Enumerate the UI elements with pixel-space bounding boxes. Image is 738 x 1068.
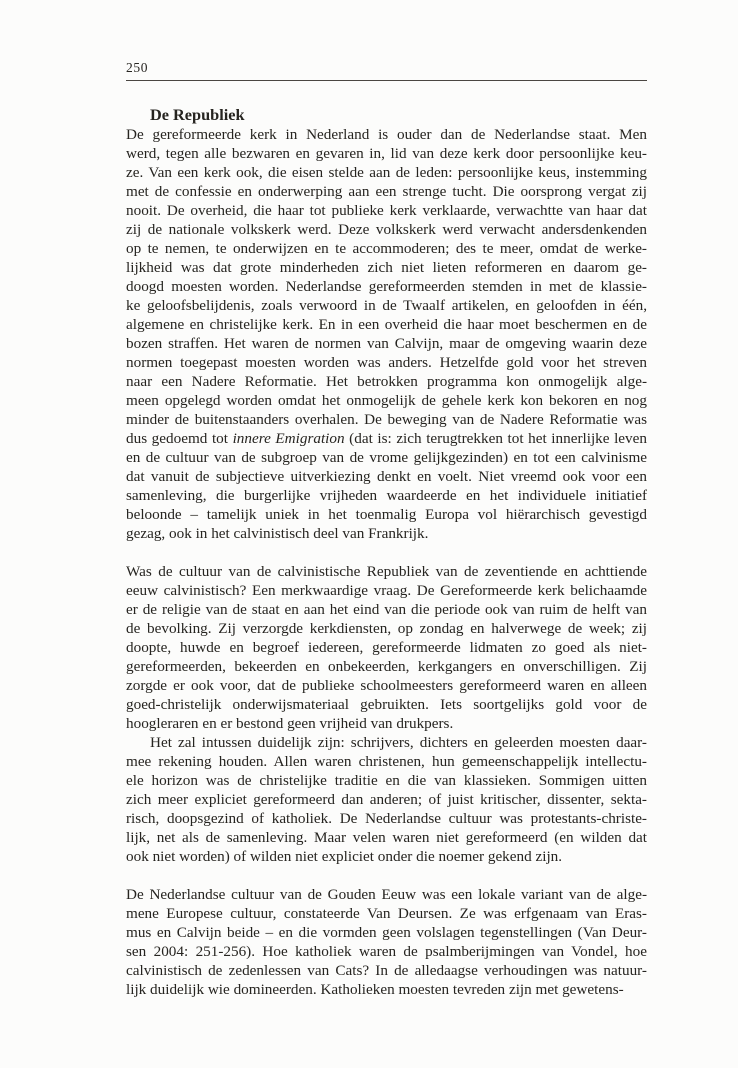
text-line: met de confessie en onderwerping aan een strenge tucht. Die oorsprong vergat zij bbox=[126, 183, 647, 200]
text-line: meen opgelegd worden omdat het onmogelijk de gehele kerk kon bekoren en nog bbox=[126, 392, 647, 409]
text-line: goed-christelijk onderwijsmateriaal gebruikten. Iets soortgelijks gold voor de bbox=[126, 696, 647, 713]
text-line: algemene en christelijke kerk. En in een overheid die haar moet beschermen en de bbox=[126, 316, 647, 333]
text-line: hoogleraren en er bestond geen vrijheid van drukpers. bbox=[126, 715, 454, 732]
text-line: minder de buitenstaanders overhalen. De beweging van de Nadere Reformatie was bbox=[126, 411, 647, 428]
text-line: zorgde er ook voor, dat de publieke schoolmeesters gereformeerd waren en alleen bbox=[126, 677, 647, 694]
text-line: lijk duidelijk wie domineerden. Katholieken moesten tevreden zijn met gewetens- bbox=[126, 981, 624, 998]
text-line: mee rekening houden. Allen waren christenen, hun gemeenschappelijk intellectu- bbox=[126, 753, 647, 770]
text-line: op te nemen, te onderwijzen en te accommoderen; des te meer, omdat de werke- bbox=[126, 240, 647, 257]
text-line: bozen straffen. Het waren de normen van Calvijn, maar de omgeving waarin deze bbox=[126, 335, 647, 352]
text-line: er de religie van de staat en aan het eind van die periode ook van ruim de helft van bbox=[126, 601, 647, 618]
paragraph bbox=[126, 733, 647, 866]
paragraph bbox=[126, 562, 647, 733]
text-column bbox=[126, 0, 647, 999]
text-line: zich meer expliciet gereformeerd dan anderen; of juist kritischer, dissenter, sekta- bbox=[126, 791, 647, 808]
text-line: samenleving, die burgerlijke vrijheden waardeerde en het individuele initiatief bbox=[126, 487, 647, 504]
text-line: sen 2004: 251-256). Hoe katholiek waren de psalmberijmingen van Vondel, hoe bbox=[126, 943, 647, 960]
text-line: ke geloofsbelijdenis, zoals verwoord in de Twaalf artikelen, en geloofden in één, bbox=[126, 297, 647, 314]
text-line: zij de nationale volkskerk werd. Deze volkskerk werd verwacht andersdenkenden bbox=[126, 221, 647, 238]
text-line: gezag, ook in het calvinistisch deel van Frankrijk. bbox=[126, 525, 429, 542]
text-line: calvinistisch de zedenlessen van Cats? In de alledaagse verhoudingen was natuur- bbox=[126, 962, 647, 979]
text-line: ele horizon was de christelijke traditie en die van klassieken. Sommigen uitten bbox=[126, 772, 647, 789]
text-line: normen toegepast moesten worden was anders. Hetzelfde gold voor het streven bbox=[126, 354, 647, 371]
text-line: Het zal intussen duidelijk zijn: schrijvers, dichters en geleerden moesten daar- bbox=[150, 734, 647, 751]
text-line: gereformeerden, bekeerden en onbekeerden, kerkgangers en onverschilligen. Zij bbox=[126, 658, 647, 675]
text-line: nooit. De overheid, die haar tot publieke kerk verklaarde, verwachtte van haar dat bbox=[126, 202, 647, 219]
text-line: risch, doopsgezind of katholiek. De Nederlandse cultuur was protestants-christe- bbox=[126, 810, 647, 827]
article-body bbox=[126, 125, 647, 999]
text-line: dus gedoemd tot innere Emigration (dat is: zich terugtrekken tot het innerlijke leven bbox=[126, 430, 647, 447]
text-line: lijkheid was dat grote minderheden zich niet lieten reformeren en daarom ge- bbox=[126, 259, 647, 276]
text-line: dat vanuit de subjectieve uitverkiezing denkt en voelt. Niet vreemd ook voor een bbox=[126, 468, 647, 485]
paragraph bbox=[126, 885, 647, 999]
text-line: doogd moesten worden. Nederlandse gereformeerden stemden in met de klassie- bbox=[126, 278, 647, 295]
text-line: eeuw calvinistisch? Een merkwaardige vraag. De Gereformeerde kerk belichaamde bbox=[126, 582, 647, 599]
text-line: werd, tegen alle bezwaren en gevaren in, lid van deze kerk door persoonlijke keu- bbox=[126, 145, 647, 162]
text-line: beloonde – tamelijk uniek in het toenmalig Europa vol hiërarchisch gevestigd bbox=[126, 506, 647, 523]
running-head bbox=[126, 0, 647, 81]
text-line: en de cultuur van de subgroep van de vrome gelijkgezinden) en tot een calvinisme bbox=[126, 449, 647, 466]
text-line: mus en Calvijn beide – en die vormden geen volslagen tegenstellingen (Van Deur- bbox=[126, 924, 647, 941]
section-heading: De Republiek bbox=[150, 105, 245, 124]
text-line: doopte, huwde en begroef iedereen, gereformeerde lidmaten zo goed als niet- bbox=[126, 639, 647, 656]
text-line: De gereformeerde kerk in Nederland is ouder dan de Nederlandse staat. Men bbox=[126, 126, 647, 143]
text-line: lijk, net als de samenleving. Maar velen waren niet gereformeerd (en wilden dat bbox=[126, 829, 647, 846]
text-line: mene Europese cultuur, constateerde Van Deursen. Ze was erfgenaam van Eras- bbox=[126, 905, 647, 922]
paragraph bbox=[126, 125, 647, 543]
text-line: ze. Van een kerk ook, die eisen stelde aan de leden: persoonlijke keus, instemming bbox=[126, 164, 647, 181]
text-line: Was de cultuur van de calvinistische Republiek van de zeventiende en achttiende bbox=[126, 563, 647, 580]
text-line: De Nederlandse cultuur van de Gouden Eeuw was een lokale variant van de alge- bbox=[126, 886, 647, 903]
text-line: de bevolking. Zij verzorgde kerkdiensten, op zondag en halverwege de week; zij bbox=[126, 620, 647, 637]
text-line: ook niet worden) of wilden niet expliciet onder die noemer gekend zijn. bbox=[126, 848, 563, 865]
text-line: naar een Nadere Reformatie. Het betrokken programma kon onmogelijk alge- bbox=[126, 373, 647, 390]
page-number: 250 bbox=[126, 60, 149, 75]
